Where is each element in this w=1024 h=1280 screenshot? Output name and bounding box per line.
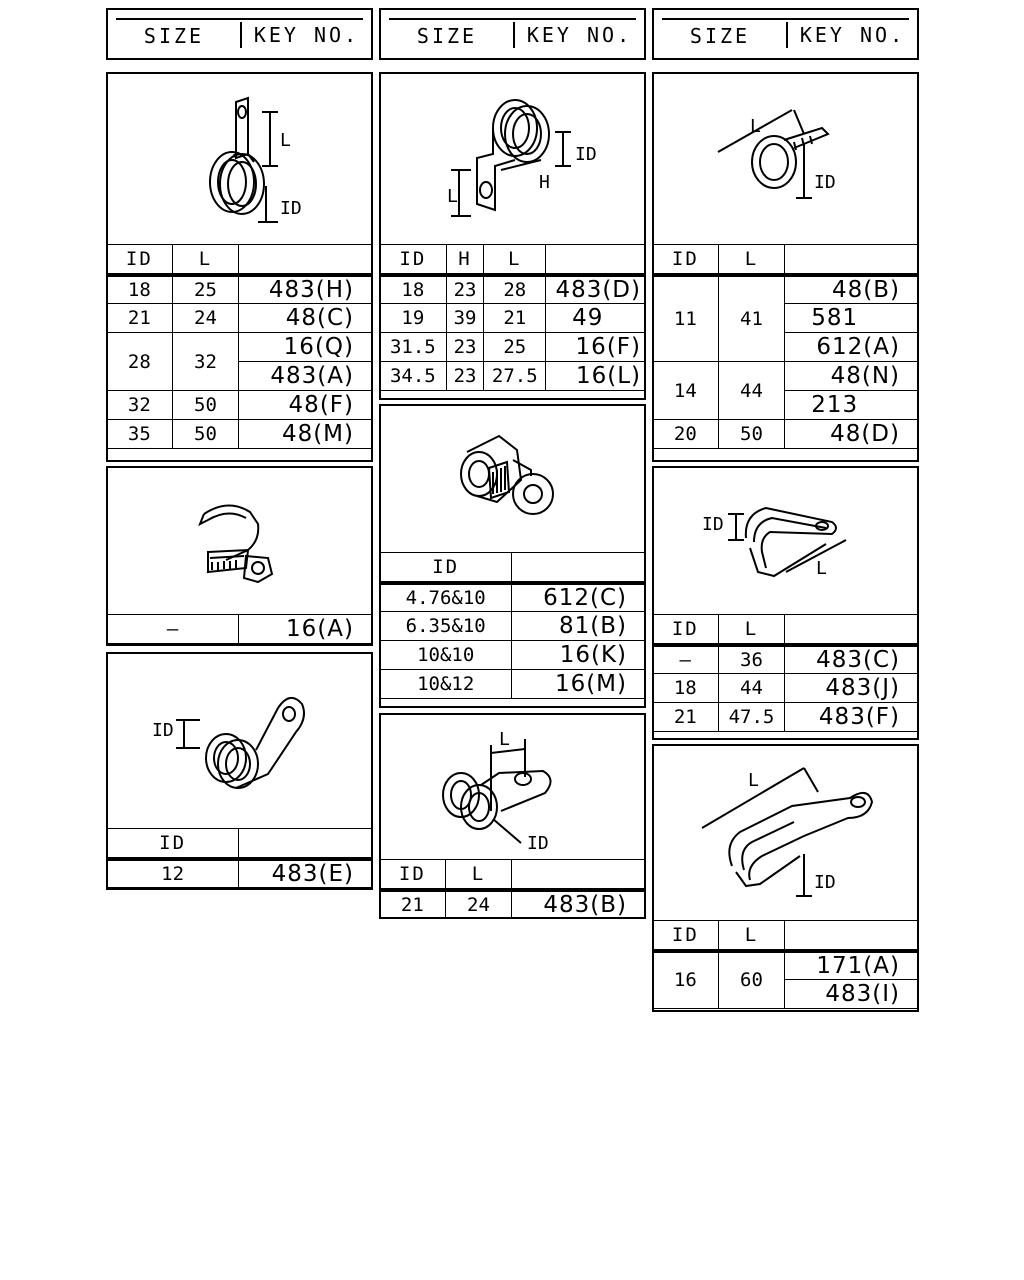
- spec-table-3a: [652, 244, 919, 449]
- cell-l: 44: [718, 674, 785, 703]
- col-key: [239, 245, 373, 275]
- cell-id: 11: [653, 275, 719, 362]
- header-col3: [652, 8, 919, 60]
- cell-key[interactable]: 48(B): [785, 275, 919, 304]
- cell-h: 23: [446, 362, 484, 391]
- cell-l: 27.5: [484, 362, 546, 391]
- col-id: ID: [380, 553, 512, 583]
- cell-id: 18: [380, 275, 447, 304]
- cell-id: —: [107, 615, 239, 644]
- cell-key[interactable]: 483(B): [512, 890, 646, 919]
- ring-clamp-illustration: [654, 74, 917, 244]
- cell-l: 32: [172, 333, 239, 391]
- spec-table-1b: [106, 614, 373, 644]
- spec-table-1c: [106, 828, 373, 888]
- dim-label-id: ID: [152, 720, 174, 741]
- cell-id: 19: [380, 304, 447, 333]
- table-row: [380, 304, 646, 333]
- header-key-no: KEY NO.: [513, 22, 644, 48]
- dim-label-l: L: [816, 558, 827, 579]
- dim-label-id: ID: [702, 514, 724, 535]
- cell-id: 10&10: [380, 641, 512, 670]
- col-id: ID: [107, 829, 239, 859]
- cell-id: 10&12: [380, 670, 512, 699]
- cell-key[interactable]: 612(A): [785, 333, 919, 362]
- cell-key[interactable]: 81(B): [512, 612, 646, 641]
- cell-l: 24: [172, 304, 239, 333]
- cell-id: 20: [653, 420, 719, 449]
- bracket-clamp-illustration: [381, 74, 644, 244]
- cell-id: 18: [107, 275, 173, 304]
- cell-key[interactable]: 16(F): [546, 333, 646, 362]
- cell-l: 50: [718, 420, 785, 449]
- col-id: ID: [653, 245, 719, 275]
- cell-h: 23: [446, 275, 484, 304]
- cell-id: 14: [653, 362, 719, 420]
- cell-id: 31.5: [380, 333, 447, 362]
- dim-label-l: L: [499, 729, 510, 750]
- cell-key[interactable]: 48(C): [239, 304, 373, 333]
- cell-key[interactable]: 483(D): [546, 275, 646, 304]
- cell-l: 25: [172, 275, 239, 304]
- cell-id: 4.76&10: [380, 583, 512, 612]
- table-row: [653, 275, 919, 304]
- cell-key[interactable]: 171(A): [785, 951, 919, 980]
- col-l: L: [718, 615, 785, 645]
- spec-table-3b: [652, 614, 919, 732]
- header-key-no: KEY NO.: [786, 22, 917, 48]
- table-header: [107, 829, 373, 859]
- col-key: [239, 829, 373, 859]
- cell-l: 41: [718, 275, 785, 362]
- double-clip-illustration: [381, 406, 644, 552]
- col-key: [785, 615, 919, 645]
- nylon-clip-illustration: [108, 468, 371, 614]
- cell-key[interactable]: 483(C): [785, 645, 919, 674]
- cell-l: 50: [172, 420, 239, 449]
- cell-key[interactable]: 483(J): [785, 674, 919, 703]
- table-row: [107, 304, 373, 333]
- loop-clamp-illustration: [654, 468, 917, 614]
- table-header: [380, 553, 646, 583]
- dim-label-id: ID: [575, 144, 597, 165]
- table-row: [380, 890, 646, 919]
- cell-key[interactable]: 16(M): [512, 670, 646, 699]
- header-col1: [106, 8, 373, 60]
- col-l: L: [484, 245, 546, 275]
- cell-id: 21: [107, 304, 173, 333]
- cell-l: 24: [445, 890, 512, 919]
- col-id: ID: [380, 245, 447, 275]
- table-row: [653, 362, 919, 391]
- col-l: L: [718, 921, 785, 951]
- dim-label-id: ID: [527, 833, 549, 854]
- flat-tab-clamp-illustration: [381, 715, 644, 859]
- header-col2: [379, 8, 646, 60]
- table-header: [653, 615, 919, 645]
- spec-table-2a: [379, 244, 646, 391]
- col-h: H: [446, 245, 484, 275]
- dim-label-id: ID: [814, 872, 836, 893]
- angled-clamp-illustration: [108, 654, 371, 826]
- col-key: [546, 245, 646, 275]
- cell-key[interactable]: 16(K): [512, 641, 646, 670]
- header-key-no: KEY NO.: [240, 22, 371, 48]
- cell-key[interactable]: 581: [785, 304, 919, 333]
- header-size: SIZE: [416, 24, 478, 48]
- cell-key[interactable]: 48(M): [239, 420, 373, 449]
- cell-l: 28: [484, 275, 546, 304]
- table-row: [380, 333, 646, 362]
- table-row: [107, 275, 373, 304]
- col-l: L: [718, 245, 785, 275]
- table-row: [380, 641, 646, 670]
- col-id: ID: [107, 245, 173, 275]
- header-rule: [662, 18, 909, 20]
- dim-label-id: ID: [814, 172, 836, 193]
- spec-table-2b: [379, 552, 646, 699]
- spec-table-1a: [106, 244, 373, 449]
- dim-label-l: L: [447, 186, 458, 207]
- cell-id: 34.5: [380, 362, 447, 391]
- cell-key[interactable]: 213: [785, 391, 919, 420]
- cell-key[interactable]: 483(H): [239, 275, 373, 304]
- dim-label-l: L: [280, 130, 291, 151]
- cell-key[interactable]: 483(I): [785, 980, 919, 1009]
- table-row: [107, 333, 373, 362]
- col-id: ID: [380, 860, 446, 890]
- header-rule: [389, 18, 636, 20]
- cell-id: 16: [653, 951, 719, 1009]
- cell-id: 35: [107, 420, 173, 449]
- cell-key[interactable]: 16(L): [546, 362, 646, 391]
- cell-h: 23: [446, 333, 484, 362]
- table-row: [107, 615, 373, 644]
- table-row: [653, 420, 919, 449]
- table-header: [380, 860, 646, 890]
- cell-key[interactable]: 483(A): [239, 362, 373, 391]
- table-row: [380, 612, 646, 641]
- cell-id: 12: [107, 859, 239, 888]
- table-row: [380, 275, 646, 304]
- dim-label-l: L: [748, 770, 759, 791]
- col-id: ID: [653, 615, 719, 645]
- cell-l: 21: [484, 304, 546, 333]
- table-row: [107, 859, 373, 888]
- cell-id: 21: [653, 703, 719, 732]
- col-id: ID: [653, 921, 719, 951]
- cell-key[interactable]: 16(A): [239, 615, 373, 644]
- col-key: [512, 860, 646, 890]
- cell-key[interactable]: 612(C): [512, 583, 646, 612]
- spec-table-3c: [652, 920, 919, 1009]
- dim-label-id: ID: [280, 198, 302, 219]
- table-row: [653, 674, 919, 703]
- header-size: SIZE: [143, 24, 205, 48]
- cell-key[interactable]: 48(N): [785, 362, 919, 391]
- table-row: [107, 420, 373, 449]
- long-loop-clamp-illustration: [654, 746, 917, 920]
- cell-h: 39: [446, 304, 484, 333]
- table-row: [653, 703, 919, 732]
- cell-id: —: [653, 645, 719, 674]
- table-row: [107, 391, 373, 420]
- cell-l: 60: [718, 951, 785, 1009]
- header-rule: [116, 18, 363, 20]
- cell-id: 18: [653, 674, 719, 703]
- dim-label-l: L: [750, 116, 761, 137]
- table-row: [380, 670, 646, 699]
- cell-l: 36: [718, 645, 785, 674]
- col-l: L: [172, 245, 239, 275]
- table-row: [653, 645, 919, 674]
- cell-key[interactable]: 48(F): [239, 391, 373, 420]
- cell-key[interactable]: 48(D): [785, 420, 919, 449]
- tab-clamp-illustration: [108, 74, 371, 244]
- cell-l: 50: [172, 391, 239, 420]
- cell-key[interactable]: 483(E): [239, 859, 373, 888]
- cell-id: 6.35&10: [380, 612, 512, 641]
- col-key: [512, 553, 646, 583]
- spec-table-2c: [379, 859, 646, 919]
- col-key: [785, 921, 919, 951]
- table-header: [653, 921, 919, 951]
- col-key: [785, 245, 919, 275]
- header-size: SIZE: [689, 24, 751, 48]
- cell-l: 47.5: [718, 703, 785, 732]
- table-header: [380, 245, 646, 275]
- cell-id: 28: [107, 333, 173, 391]
- table-row: [653, 951, 919, 980]
- dim-label-h: H: [539, 172, 550, 193]
- cell-id: 32: [107, 391, 173, 420]
- cell-l: 44: [718, 362, 785, 420]
- table-row: [380, 362, 646, 391]
- cell-id: 21: [380, 890, 446, 919]
- cell-key[interactable]: 16(Q): [239, 333, 373, 362]
- cell-key[interactable]: 49: [546, 304, 646, 333]
- col-l: L: [445, 860, 512, 890]
- cell-key[interactable]: 483(F): [785, 703, 919, 732]
- cell-l: 25: [484, 333, 546, 362]
- table-header: [107, 245, 373, 275]
- table-header: [653, 245, 919, 275]
- table-row: [380, 583, 646, 612]
